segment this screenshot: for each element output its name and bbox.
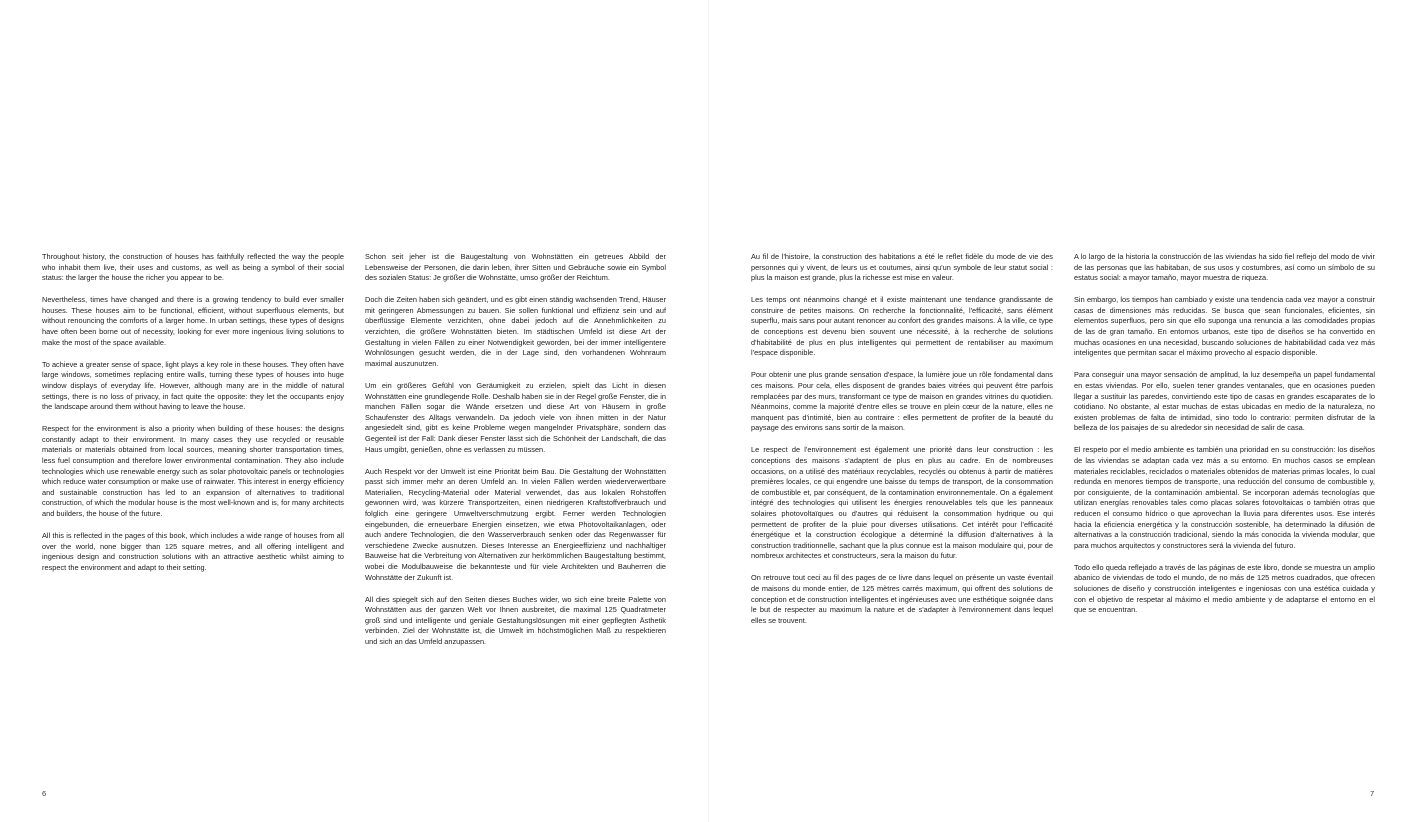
spanish-paragraph-1: A lo largo de la historia la construcción de las viviendas ha sido fiel reflejo del modo de vivir de las personas que las habitaban, de sus usos y costumbres, así como un símbolo de su estatus social: a mayor tamaño, mayor muestra de riqueza. [1074, 252, 1375, 283]
german-paragraph-5: All dies spiegelt sich auf den Seiten dieses Buches wider, wo sich eine breite Palette von Wohnstätten aus der ganzen Welt vor Ihnen ausbreitet, die maximal 125 Quadratmeter groß sind und intelligente und geniale Gestaltungslösungen mit einer gepflegten Ästhetik verbinden. Ziel der Wohnstätte ist, die Umwelt im höchstmöglichen Maß zu respektieren und sich an das Umfeld anzupassen. [365, 594, 666, 646]
spanish-paragraph-3: Para conseguir una mayor sensación de amplitud, la luz desempeña un papel fundamental en estas viviendas. Por ello, suelen tener grandes ventanales, que en ocasiones pueden llegar a sustituir las paredes, convirtiendo este tipo de casas en grandes escaparates de lo cotidiano. No obstante, al estar muchas de estas ubicadas en medio de la naturaleza, no existen problemas de falta de intimidad, sino todo lo contrario: permiten disfrutar de la belleza de los paisajes de su alrededor sin necesidad de salir de casa. [1074, 370, 1375, 433]
spanish-paragraph-2: Sin embargo, los tiempos han cambiado y existe una tendencia cada vez mayor a construir casas de dimensiones más reducidas. Se busca que sean funcionales, eficientes, sin elementos superfluos, pero sin que ello suponga una renuncia a las comodidades propias de las de gran tamaño. En entornos urbanos, este tipo de diseños se ha convertido en muchas ocasiones en una necesidad, buscando soluciones de habitabilidad cada vez más inteligentes que permitan sacar el máximo provecho al espacio disponible. [1074, 295, 1375, 358]
french-paragraph-3: Pour obtenir une plus grande sensation d'espace, la lumière joue un rôle fondamental dans ces maisons. Pour cela, elles disposent de grandes baies vitrées qui peuvent être parfois remplacées par des murs, transformant ce type de maison en grandes vitrines du quotidien. Néanmoins, comme la majorité d'entre elles se trouve en plein cœur de la nature, elles ne manquent pas d'intimité, bien au contraire : elles permettent de profiter de la beauté du paysage des environs sans sortir de la maison. [751, 370, 1053, 433]
german-paragraph-2: Doch die Zeiten haben sich geändert, und es gibt einen ständig wachsenden Trend, Häuser mit geringeren Abmessungen zu bauen. Sie sollen funktional und effizienz sein und auf überflüssige Elemente verzichten, ohne dabei jedoch auf die Annehmlichkeiten zu verzichten, die größere Wohnstätten bieten. Im städtischen Umfeld ist diese Art der Gestaltung in vielen Fällen zu einer Notwendigkeit geworden, bei der immer intelligentere Wohnlösungen gesucht werden, die in der Lage sind, den vorhandenen Wohnraum maximal auszunutzen. [365, 295, 666, 368]
french-paragraph-4: Le respect de l'environnement est également une priorité dans leur construction : les conceptions des maisons s'adaptent de plus en plus au cadre. En de nombreuses occasions, on a utilisé des matériaux recyclables, recyclés ou obtenus à partir de matières premières locales, ce qui engendre une baisse du temps de transport, de la consommation de combustible et, par conséquent, de la contamination environnementale. On a également intégré des technologies qui utilisent les énergies renouvelables tels que les panneaux solaires photovoltaïques ou d'autres qui réduisent la consommation hydrique ou qui permettent de profiter de la pluie pour diverses utilisations. Cet intérêt pour l'efficacité énergétique et la construction écologique a déterminé la diffusion d'alternatives à la construction traditionnelle, sachant que la plus connue est la maison modulaire qui, pour de nombreux architectes et constructeurs, sera la maison du futur. [751, 445, 1053, 561]
french-text-column [751, 252, 1053, 638]
german-paragraph-4: Auch Respekt vor der Umwelt ist eine Priorität beim Bau. Die Gestaltung der Wohnstätten passt sich immer mehr an deren Umfeld an. In vielen Fällen werden wiederverwertbare Materialien, Recycling-Material oder Material verwendet, das aus lokalen Rohstoffen gewonnen wird, was kürzere Transportzeiten, einen niedrigeren Kraftstoffverbrauch und folglich eine geringere Umweltverschmutzung ergibt. Ferner werden Technologien eingebunden, die erneuerbare Energien einsetzen, wie etwa Photovoltaikanlagen, oder auch andere Technologien, die den Wasserverbrauch senken oder das Regenwasser für verschiedene Zwecke ausnutzen. Dieses Interesse an Energieeffizienz und nachhaltiger Bauweise hat die Verbreitung von Alternativen zur herkömmlichen Baugestaltung bestimmt, wobei die Modulbauweise die bekannteste und für viele Architekten und Bauherren die Wohnstätte der Zukunft ist. [365, 466, 666, 582]
english-paragraph-4: Respect for the environment is also a priority when building of these houses: the designs constantly adapt to their environment. In many cases they use recycled or reusable materials or materials obtained from local sources, meaning shorter transportation times, less fuel consumption and therefore lower environmental contamination. They also include technologies which use renewable energy such as solar photovoltaic panels or technologies which reduce water consumption or make use of rainwater. This interest in energy efficiency and sustainable construction has led to an expansion of alternatives to traditional construction, of which the modular house is the most well-known and is, for many architects and builders, the house of the future. [42, 424, 344, 518]
page-number-right: 7 [1370, 789, 1375, 798]
spanish-paragraph-5: Todo ello queda reflejado a través de las páginas de este libro, donde se muestra un amplio abanico de viviendas de todo el mundo, de no más de 125 metros cuadrados, que ofrecen soluciones de diseño y construcción inteligentes e ingeniosas con una estética cuidada y con el objetivo de respetar al máximo el medio ambiente y de adaptarse el entorno en el que se encuentran. [1074, 562, 1375, 615]
english-paragraph-5: All this is reflected in the pages of this book, which includes a wide range of houses from all over the world, none bigger than 125 square metres, and all offering intelligent and ingenious design and construction solutions with an attractive aesthetic whilst aiming to respect the environment and adapt to their setting. [42, 531, 344, 572]
english-text-column [42, 252, 344, 585]
english-paragraph-1: Throughout history, the construction of houses has faithfully reflected the way the people who inhabit them live, their uses and customs, as well as being a symbol of their social status: the larger the house the richer you appear to be. [42, 252, 344, 283]
german-paragraph-1: Schon seit jeher ist die Baugestaltung von Wohnstätten ein getreues Abbild der Lebensweise der Personen, die darin leben, ihrer Sitten und Gebräuche sowie ein Symbol des sozialen Status: Je größer die Wohnstätte, umso größer der Reichtum. [365, 252, 666, 283]
spanish-paragraph-4: El respeto por el medio ambiente es también una prioridad en su construcción: los diseños de las viviendas se adaptan cada vez más a su entorno. En muchos casos se emplean materiales reciclables, reciclados o materiales obtenidos de materias primas locales, lo cual redunda en menores tiempos de transporte, una reducción del consumo de combustible y, por consiguiente, de la contaminación ambiental. Se incorporan además tecnologías que utilizan energías renovables tales como placas solares fotovoltaicas o también otras que reducen el consumo hídrico o que aprovechan la lluvia para diferentes usos. Ese interés hacia la eficiencia energética y la construcción sostenible, ha determinado la difusión de alternativas a la construcción tradicional, siendo la más conocida la vivienda modular, que para muchos arquitectos y constructores será la vivienda del futuro. [1074, 445, 1375, 550]
german-text-column [365, 252, 666, 659]
left-page [0, 0, 708, 822]
english-paragraph-2: Nevertheless, times have changed and there is a growing tendency to build ever smaller houses. These houses aim to be functional, efficient, without superfluous elements, but without renouncing the comforts of a larger home. In urban settings, these types of designs have often been borne out of necessity, looking for ever more ingenious living solutions to make the most of the space available. [42, 295, 344, 347]
page-number-left: 6 [42, 789, 47, 798]
french-paragraph-2: Les temps ont néanmoins changé et il existe maintenant une tendance grandissante de construire de petites maisons. On recherche la fonctionnalité, l'efficacité, sans élément superflu, mais sans pour autant renoncer au confort des grandes maisons. À la ville, ce type de conceptions est devenu bien souvent une nécessité, à la recherche de solutions d'habitabilité de plus en plus intelligentes qui permettent de rentabiliser au maximum l'espace disponible. [751, 295, 1053, 358]
french-paragraph-5: On retrouve tout ceci au fil des pages de ce livre dans lequel on présente un vaste éventail de maisons du monde entier, de 125 mètres carrés maximum, qui offrent des solutions de conception et de construction intelligentes et ingénieuses avec une esthétique soignée dans le but de respecter au maximum la nature et de s'adapter à l'environnement dans lequel elles se trouvent. [751, 573, 1053, 625]
french-paragraph-1: Au fil de l'histoire, la construction des habitations a été le reflet fidèle du mode de vie des personnes qui y vivent, de leurs us et coutumes, ainsi qu'un symbole de leur statut social : plus la maison est grande, plus la richesse est mise en valeur. [751, 252, 1053, 283]
spanish-text-column [1074, 252, 1375, 627]
english-paragraph-3: To achieve a greater sense of space, light plays a key role in these houses. They often have large windows, sometimes replacing entire walls, turning these types of houses into huge window displays of everyday life. However, although many are in the middle of natural settings, there is no loss of privacy, in fact quite the opposite: they let the occupants enjoy the landscape around them without having to leave the house. [42, 359, 344, 412]
german-paragraph-3: Um ein größeres Gefühl von Geräumigkeit zu erzielen, spielt das Licht in diesen Wohnstätten eine grundlegende Rolle. Deshalb haben sie in der Regel große Fenster, die in manchen Fällen sogar die Wände ersetzen und diese Art von Häusern in große Schaufenster des Alltags verwandeln. Da jedoch viele von ihnen mitten in der Natur angesiedelt sind, gibt es keine Probleme wegen mangelnder Privatsphäre, sondern das Gegenteil ist der Fall: Dank dieser Fenster lässt sich die Schönheit der Landschaft, die das Haus umgibt, genießen, ohne es verlassen zu müssen. [365, 380, 666, 454]
right-page [709, 0, 1417, 822]
